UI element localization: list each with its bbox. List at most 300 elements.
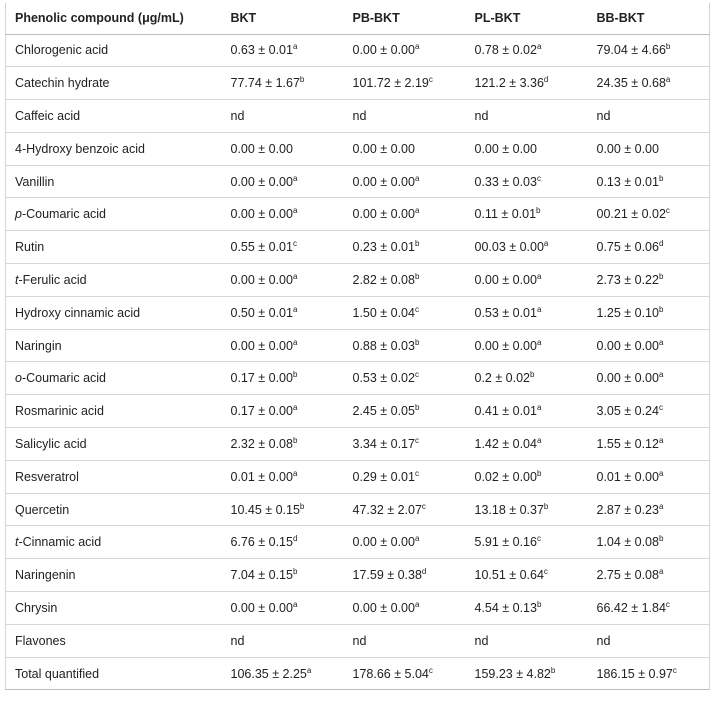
value-cell <box>588 362 710 395</box>
value-text: 0.00 ± 0.00 <box>596 338 659 353</box>
value-cell <box>344 592 466 625</box>
value-text: 2.73 ± 0.22 <box>596 272 659 287</box>
compound-name: Chrysin <box>15 600 58 615</box>
value-cell <box>466 34 588 67</box>
significance-letter: a <box>536 304 542 314</box>
compound-name-cell <box>6 34 222 67</box>
value-text: 77.74 ± 1.67 <box>230 76 300 91</box>
value-cell <box>222 198 344 231</box>
significance-letter: a <box>414 206 420 216</box>
value-text: 3.05 ± 0.24 <box>596 404 659 419</box>
value-text: nd <box>230 633 245 648</box>
significance-letter: c <box>543 566 548 576</box>
value-cell <box>222 657 344 690</box>
value-text: 0.00 ± 0.00 <box>352 141 415 156</box>
value-cell <box>222 624 344 657</box>
compound-prefix: t <box>15 272 19 287</box>
table-row <box>6 526 710 559</box>
value-text: 159.23 ± 4.82 <box>474 666 551 681</box>
value-cell <box>588 460 710 493</box>
significance-letter: b <box>299 75 305 85</box>
value-cell <box>222 165 344 198</box>
significance-letter: c <box>414 435 419 445</box>
compound-name: -Coumaric acid <box>21 207 107 222</box>
value-text: 0.01 ± 0.00 <box>230 469 293 484</box>
table-row <box>6 296 710 329</box>
value-cell <box>344 67 466 100</box>
value-text: 2.87 ± 0.23 <box>596 502 659 517</box>
value-cell <box>466 296 588 329</box>
significance-letter: a <box>536 435 542 445</box>
value-text: 0.00 ± 0.00 <box>596 371 659 386</box>
value-text: 0.75 ± 0.06 <box>596 240 659 255</box>
significance-letter: a <box>665 75 671 85</box>
value-text: 0.00 ± 0.00 <box>352 535 415 550</box>
value-cell <box>588 559 710 592</box>
value-text: 0.50 ± 0.01 <box>230 305 293 320</box>
compound-name-cell <box>6 165 222 198</box>
value-cell <box>588 34 710 67</box>
significance-letter: c <box>665 599 670 609</box>
value-text: 0.17 ± 0.00 <box>230 404 293 419</box>
value-cell <box>222 526 344 559</box>
compound-name-cell <box>6 100 222 133</box>
significance-letter: a <box>292 468 298 478</box>
value-text: 2.32 ± 0.08 <box>230 436 293 451</box>
compound-name: Quercetin <box>15 502 70 517</box>
significance-letter: c <box>421 501 426 511</box>
compound-name: 4-Hydroxy benzoic acid <box>15 141 145 156</box>
value-text: 0.63 ± 0.01 <box>230 43 293 58</box>
significance-letter: b <box>292 435 298 445</box>
value-text: 0.2 ± 0.02 <box>474 371 531 386</box>
value-text: 00.03 ± 0.00 <box>474 240 544 255</box>
value-text: 0.00 ± 0.00 <box>596 141 659 156</box>
significance-letter: a <box>658 566 664 576</box>
significance-letter: a <box>292 337 298 347</box>
value-cell <box>466 231 588 264</box>
value-cell <box>344 428 466 461</box>
compound-name: Flavones <box>15 633 66 648</box>
value-cell <box>222 100 344 133</box>
significance-letter: b <box>536 206 541 216</box>
value-text: 0.17 ± 0.00 <box>230 371 293 386</box>
value-text: 0.23 ± 0.01 <box>352 240 415 255</box>
value-text: 7.04 ± 0.15 <box>230 568 293 583</box>
significance-letter: b <box>414 337 420 347</box>
value-cell <box>588 493 710 526</box>
significance-letter: b <box>292 566 298 576</box>
value-text: 1.42 ± 0.04 <box>474 436 537 451</box>
compound-name-cell <box>6 198 222 231</box>
significance-letter: b <box>299 501 305 511</box>
value-cell <box>466 526 588 559</box>
value-cell <box>588 132 710 165</box>
compound-name: Hydroxy cinnamic acid <box>15 305 141 320</box>
compound-prefix: o <box>15 371 22 386</box>
value-cell <box>466 100 588 133</box>
compound-name: Rutin <box>15 240 45 255</box>
value-text: 1.04 ± 0.08 <box>596 535 659 550</box>
value-text: 4.54 ± 0.13 <box>474 600 537 615</box>
value-cell <box>466 559 588 592</box>
table-row <box>6 34 710 67</box>
value-cell <box>466 395 588 428</box>
value-text: 6.76 ± 0.15 <box>230 535 293 550</box>
value-cell <box>344 198 466 231</box>
significance-letter: a <box>292 206 298 216</box>
value-text: 0.11 ± 0.01 <box>474 207 537 222</box>
value-cell <box>466 264 588 297</box>
value-text: 186.15 ± 0.97 <box>596 666 673 681</box>
compound-name-cell <box>6 231 222 264</box>
value-cell <box>588 395 710 428</box>
value-text: nd <box>352 633 367 648</box>
value-text: 0.78 ± 0.02 <box>474 43 537 58</box>
value-cell <box>588 624 710 657</box>
significance-letter: a <box>658 501 664 511</box>
value-cell <box>588 67 710 100</box>
header-pl-bkt: PL-BKT <box>466 3 588 34</box>
value-text: 0.00 ± 0.00 <box>230 174 293 189</box>
value-cell <box>222 559 344 592</box>
compound-name-cell <box>6 526 222 559</box>
value-text: 0.41 ± 0.01 <box>474 404 537 419</box>
compound-name: -Ferulic acid <box>18 272 87 287</box>
value-text: 13.18 ± 0.37 <box>474 502 544 517</box>
header-row <box>6 3 710 34</box>
phenolic-compounds-table <box>5 3 710 690</box>
value-cell <box>588 100 710 133</box>
value-cell <box>588 264 710 297</box>
value-cell <box>588 428 710 461</box>
value-text: 47.32 ± 2.07 <box>352 502 422 517</box>
table-row <box>6 100 710 133</box>
compound-name-cell <box>6 395 222 428</box>
significance-letter: b <box>543 501 549 511</box>
table-row <box>6 493 710 526</box>
value-cell <box>344 264 466 297</box>
compound-name: Salicylic acid <box>15 436 87 451</box>
table-row <box>6 132 710 165</box>
significance-letter: b <box>550 665 556 675</box>
value-text: 0.53 ± 0.01 <box>474 305 537 320</box>
value-text: 79.04 ± 4.66 <box>596 43 666 58</box>
significance-letter: b <box>536 468 542 478</box>
value-text: 0.00 ± 0.00 <box>474 141 537 156</box>
value-cell <box>588 592 710 625</box>
significance-letter: b <box>658 271 664 281</box>
value-cell <box>344 132 466 165</box>
significance-letter: a <box>658 468 664 478</box>
significance-letter: a <box>292 403 298 412</box>
value-cell <box>588 231 710 264</box>
value-text: nd <box>474 108 489 123</box>
significance-letter: a <box>292 304 298 314</box>
significance-letter: c <box>672 665 677 675</box>
table-row <box>6 329 710 362</box>
value-cell <box>344 34 466 67</box>
value-cell <box>222 329 344 362</box>
significance-letter: a <box>306 665 312 675</box>
significance-letter: b <box>665 42 671 52</box>
value-text: 121.2 ± 3.36 <box>474 76 544 91</box>
table-row <box>6 624 710 657</box>
significance-letter: d <box>292 534 298 544</box>
header-pb-bkt: PB-BKT <box>344 3 466 34</box>
value-cell <box>344 559 466 592</box>
value-cell <box>466 493 588 526</box>
significance-letter: a <box>536 42 542 52</box>
compound-name: Chlorogenic acid <box>15 43 109 58</box>
compound-name-cell <box>6 132 222 165</box>
significance-letter: a <box>414 599 420 609</box>
compound-name: -Coumaric acid <box>21 371 107 386</box>
significance-letter: b <box>536 599 542 609</box>
significance-letter: c <box>414 468 419 478</box>
compound-name-cell <box>6 296 222 329</box>
value-cell <box>466 67 588 100</box>
compound-name-cell <box>6 329 222 362</box>
significance-letter: b <box>658 173 664 183</box>
value-cell <box>344 165 466 198</box>
significance-letter: a <box>543 239 549 249</box>
value-cell <box>588 296 710 329</box>
value-text: 0.00 ± 0.00 <box>230 272 293 287</box>
value-text: 0.00 ± 0.00 <box>352 600 415 615</box>
value-text: 0.33 ± 0.03 <box>474 174 537 189</box>
significance-letter: a <box>414 42 420 52</box>
value-cell <box>222 460 344 493</box>
value-text: 0.53 ± 0.02 <box>352 371 415 386</box>
significance-letter: c <box>665 206 670 216</box>
value-cell <box>466 657 588 690</box>
value-text: 0.55 ± 0.01 <box>230 240 293 255</box>
significance-letter: c <box>536 534 541 544</box>
table-row <box>6 395 710 428</box>
table-row <box>6 657 710 690</box>
significance-letter: a <box>536 337 542 347</box>
table-row <box>6 559 710 592</box>
value-cell <box>344 493 466 526</box>
significance-letter: d <box>421 566 427 576</box>
compound-name-cell <box>6 559 222 592</box>
value-cell <box>466 198 588 231</box>
value-text: 0.00 ± 0.00 <box>474 272 537 287</box>
value-text: 0.00 ± 0.00 <box>352 174 415 189</box>
value-cell <box>344 526 466 559</box>
value-cell <box>344 624 466 657</box>
value-cell <box>222 264 344 297</box>
compound-name-cell <box>6 428 222 461</box>
value-text: 0.00 ± 0.00 <box>352 43 415 58</box>
significance-letter: c <box>658 403 663 412</box>
significance-letter: a <box>414 534 420 544</box>
value-cell <box>466 592 588 625</box>
value-cell <box>222 428 344 461</box>
value-text: 1.55 ± 0.12 <box>596 436 659 451</box>
significance-letter: a <box>658 435 664 445</box>
value-text: nd <box>596 633 611 648</box>
table-body <box>6 34 710 690</box>
value-cell <box>466 362 588 395</box>
compound-name: -Cinnamic acid <box>18 535 102 550</box>
compound-name-cell <box>6 624 222 657</box>
value-cell <box>222 395 344 428</box>
value-text: 2.82 ± 0.08 <box>352 272 415 287</box>
value-text: 0.88 ± 0.03 <box>352 338 415 353</box>
value-cell <box>222 296 344 329</box>
value-cell <box>344 296 466 329</box>
header-bb-bkt: BB-BKT <box>588 3 710 34</box>
significance-letter: d <box>658 239 664 249</box>
value-text: nd <box>474 633 489 648</box>
significance-letter: a <box>658 370 664 380</box>
significance-letter: c <box>292 239 297 249</box>
value-cell <box>588 165 710 198</box>
compound-name: Vanillin <box>15 174 55 189</box>
value-cell <box>344 362 466 395</box>
compound-name-cell <box>6 592 222 625</box>
compound-name-cell <box>6 460 222 493</box>
table-row <box>6 460 710 493</box>
value-cell <box>344 460 466 493</box>
value-cell <box>222 67 344 100</box>
value-text: 178.66 ± 5.04 <box>352 666 429 681</box>
significance-letter: b <box>292 370 298 380</box>
compound-name: Catechin hydrate <box>15 76 110 91</box>
table-row <box>6 165 710 198</box>
table-row <box>6 264 710 297</box>
value-cell <box>222 592 344 625</box>
value-text: 00.21 ± 0.02 <box>596 207 666 222</box>
compound-name: Rosmarinic acid <box>15 404 104 419</box>
value-cell <box>222 231 344 264</box>
compound-name-cell <box>6 657 222 690</box>
value-cell <box>222 493 344 526</box>
value-cell <box>466 460 588 493</box>
value-text: 0.00 ± 0.00 <box>474 338 537 353</box>
value-cell <box>222 362 344 395</box>
value-cell <box>344 231 466 264</box>
significance-letter: b <box>658 304 664 314</box>
compound-name-cell <box>6 67 222 100</box>
value-text: 0.00 ± 0.00 <box>230 207 293 222</box>
significance-letter: b <box>658 534 664 544</box>
significance-letter: c <box>428 665 433 675</box>
compound-name-cell <box>6 264 222 297</box>
value-cell <box>466 624 588 657</box>
table-row <box>6 67 710 100</box>
value-text: nd <box>596 108 611 123</box>
value-cell <box>588 329 710 362</box>
value-text: 10.45 ± 0.15 <box>230 502 300 517</box>
value-text: 0.13 ± 0.01 <box>596 174 659 189</box>
significance-letter: a <box>536 403 542 412</box>
value-text: 17.59 ± 0.38 <box>352 568 422 583</box>
value-cell <box>466 165 588 198</box>
value-text: 106.35 ± 2.25 <box>230 666 307 681</box>
significance-letter: b <box>414 271 420 281</box>
compound-name: Naringenin <box>15 568 76 583</box>
significance-letter: a <box>414 173 420 183</box>
significance-letter: a <box>658 337 664 347</box>
compound-prefix: t <box>15 535 19 550</box>
significance-letter: a <box>292 42 298 52</box>
significance-letter: a <box>536 271 542 281</box>
significance-letter: a <box>292 599 298 609</box>
value-text: 0.00 ± 0.00 <box>230 141 293 156</box>
table-row <box>6 362 710 395</box>
value-text: 1.50 ± 0.04 <box>352 305 415 320</box>
significance-letter: c <box>536 173 541 183</box>
value-cell <box>222 34 344 67</box>
significance-letter: b <box>530 370 535 380</box>
value-text: nd <box>352 108 367 123</box>
significance-letter: c <box>414 304 419 314</box>
value-text: 0.01 ± 0.00 <box>596 469 659 484</box>
header-bkt: BKT <box>222 3 344 34</box>
value-text: nd <box>230 108 245 123</box>
value-text: 24.35 ± 0.68 <box>596 76 666 91</box>
significance-letter: d <box>543 75 549 85</box>
significance-letter: c <box>414 370 419 380</box>
significance-letter: a <box>292 271 298 281</box>
value-cell <box>588 198 710 231</box>
compound-name: Naringin <box>15 338 62 353</box>
header-compound: Phenolic compound (μg/mL) <box>6 3 222 34</box>
value-text: 2.75 ± 0.08 <box>596 568 659 583</box>
compound-name-cell <box>6 493 222 526</box>
value-cell <box>222 132 344 165</box>
value-text: 0.00 ± 0.00 <box>230 600 293 615</box>
value-text: 0.29 ± 0.01 <box>352 469 415 484</box>
value-text: 5.91 ± 0.16 <box>474 535 537 550</box>
value-cell <box>344 329 466 362</box>
compound-prefix: p <box>15 207 22 222</box>
value-text: 0.00 ± 0.00 <box>230 338 293 353</box>
table-header <box>6 3 710 34</box>
table-row <box>6 198 710 231</box>
value-text: 3.34 ± 0.17 <box>352 436 415 451</box>
value-text: 0.02 ± 0.00 <box>474 469 537 484</box>
value-cell <box>588 657 710 690</box>
value-cell <box>588 526 710 559</box>
value-cell <box>344 100 466 133</box>
value-text: 0.00 ± 0.00 <box>352 207 415 222</box>
compound-name: Caffeic acid <box>15 108 81 123</box>
significance-letter: b <box>414 403 420 412</box>
value-text: 2.45 ± 0.05 <box>352 404 415 419</box>
compound-name: Resveratrol <box>15 469 79 484</box>
value-text: 1.25 ± 0.10 <box>596 305 659 320</box>
value-text: 10.51 ± 0.64 <box>474 568 544 583</box>
table-row <box>6 231 710 264</box>
significance-letter: c <box>428 75 433 85</box>
value-cell <box>344 657 466 690</box>
table-row <box>6 428 710 461</box>
value-cell <box>466 329 588 362</box>
compound-name: Total quantified <box>15 666 100 681</box>
value-text: 101.72 ± 2.19 <box>352 76 429 91</box>
value-cell <box>466 428 588 461</box>
value-cell <box>466 132 588 165</box>
value-cell <box>344 395 466 428</box>
significance-letter: b <box>414 239 420 249</box>
significance-letter: a <box>292 173 298 183</box>
table-row <box>6 592 710 625</box>
value-text: 66.42 ± 1.84 <box>596 600 666 615</box>
